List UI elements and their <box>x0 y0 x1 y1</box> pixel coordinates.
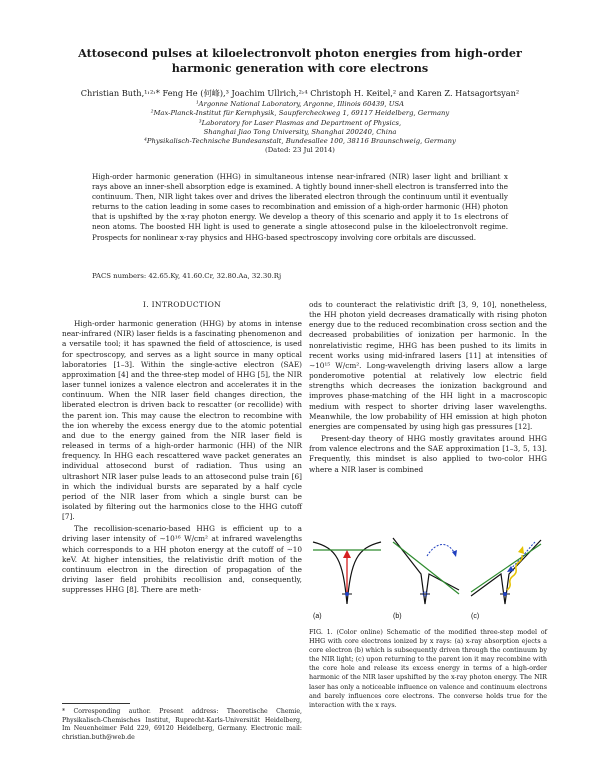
left-column <box>62 300 302 595</box>
pacs-numbers: PACS numbers: 42.65.Ky, 41.60.Cr, 32.80.Aa, 32.30.Rj <box>92 272 282 280</box>
affiliation-line: ⁴Physikalisch-Technische Bundesanstalt, Bundesallee 100, 38116 Braunschweig, Germany <box>144 137 456 146</box>
core-electron-dot <box>345 592 349 596</box>
laser-field-line <box>471 544 541 592</box>
affiliation-line: ³Laboratory for Laser Plasmas and Department of Physics, <box>198 118 402 127</box>
panel-a <box>313 542 381 620</box>
emission-arrowhead-icon <box>518 546 524 554</box>
panel-label: (c) <box>471 613 480 620</box>
panel-label: (a) <box>313 613 322 620</box>
figure-caption: FIG. 1. (Color online) Schematic of the modified three-step model of HHG with core electrons ionized by x rays: (a) x-ray absorption ejects a core electron (b) which is subsequently driven through the continuum by the NIR light; (c) upon returning to the parent ion it may recombine with the core hole and release its excess energy in terms of a high-order harmonic of the NIR laser upshifted by the x-ray photon energy. The NIR laser has only a noticeable influence on valence and continuum electrons and barely influences core electrons. The converse holds true for the interaction with the x rays. <box>309 628 547 709</box>
right-column <box>309 300 547 475</box>
footnote: * Corresponding author. Present address: Theoretische Chemie, Physikalisch-Chemisches Institut, Ruprecht-Karls-Universität Heidelberg, Im Neuenheimer Feld 229, 69120 Heidelberg, Germany. Electronic mail: christian.buth@web.de <box>62 708 302 742</box>
harmonic-emission-wave <box>507 555 522 590</box>
footnote-divider <box>62 703 130 704</box>
body-paragraph: The recollision-scenario-based HHG is efficient up to a driving laser intensity of ∼10¹⁶ W/cm² at infrared wavelengths which corresponds to a HH photon energy at the cutoff of ∼10 keV. At higher intensities, the relativistic drift motion of the continuum electron in the direction of propagation of the driving laser field prohibits recollision and, consequently, suppresses HHG [8]. There are meth- <box>62 524 302 595</box>
abstract: High-order harmonic generation (HHG) in simultaneous intense near-infrared (NIR) laser light and brilliant x rays above an inner-shell absorption edge is examined. A tightly bound inner-shell electron is transferred into the continuum. Then, NIR light takes over and drives the liberated electron through the continuum until it eventually returns to the cation leading in some cases to recombination and emission of a high-order harmonic (HH) photon that is upshifted by the x-ray photon energy. We develop a theory of this scenario and apply it to 1s electrons of neon atoms. The boosted HH light is used to generate a single attosecond pulse in the kiloelectronvolt regime. Prospects for nonlinear x-ray physics and HHG-based spectroscopy involving core orbitals are discussed. <box>92 172 508 242</box>
electron-trajectory <box>427 545 455 557</box>
panel-c <box>471 540 541 620</box>
affiliation-line: Shanghai Jiao Tong University, Shanghai 200240, China <box>203 127 397 136</box>
xray-arrowhead-icon <box>343 550 351 558</box>
body-paragraph: High-order harmonic generation (HHG) by atoms in intense near-infrared (NIR) laser fields is a fascinating phenomenon and a versatile tool; it has spawned the field of attoscience, is used for spectroscopy, and serves as a light source in many optical laboratories [1–3]. Within the single-active electron (SAE) approximation [4] and the three-step model of HHG [5], the NIR laser tunnel ionizes a valence electron and accelerates it in the continuum. When the NIR laser field changes direction, the liberated electron is driven back to rescatter (or recollide) with the parent ion. This may cause the electron to recombine with the ion whereby the excess energy due to the atomic potential and due to the energy gained from the NIR laser field is released in terms of a high-order harmonic (HH) of the NIR frequency. In HHG each rescattered wave packet generates an individual attosecond burst of radiation. Thus using an ultrashort NIR laser pulse leads to an attosecond pulse train [6] in which the individual bursts are separated by a half cycle period of the NIR laser from which a single burst can be isolated by filtering out the harmonics close to the HHG cutoff [7]. <box>62 319 302 522</box>
body-paragraph: Present-day theory of HHG mostly gravitates around HHG from valence electrons and the SAE approximation [1–3, 5, 13]. Frequently, this mindset is also applied to two-color HHG where a NIR laser is combined <box>309 434 547 474</box>
figure-1 <box>309 530 547 622</box>
recombining-electron-dot <box>503 592 507 596</box>
paper-title: Attosecond pulses at kiloelectronvolt photon energies from high-order harmonic generation with core electrons <box>78 46 522 75</box>
body-paragraph: ods to counteract the relativistic drift [3, 9, 10], nonetheless, the HH photon yield decreases dramatically with rising photon energy due to the reduced recombination cross section and the decreased probabilities of ionization per harmonic. In the nonrelativistic regime, HHG has been pushed to its limits in recent works using mid-infrared lasers [11] at intensities of ∼10¹⁵ W/cm². Long-wavelength driving lasers allow a large ponderomotive potential at relatively low electric field strengths which decreases the ionization background and improves phase-matching of the HH light in a macroscopic medium with respect to shorter driving laser wavelengths. Meanwhile, the low probability of HH emission at high photon energies are compensated by using high gas pressures [12]. <box>309 300 547 431</box>
affiliation-line: ¹Argonne National Laboratory, Argonne, Illinois 60439, USA <box>195 100 405 108</box>
section-heading: I. INTRODUCTION <box>142 300 222 309</box>
affiliation-block <box>60 100 540 156</box>
affiliation-line: ²Max-Planck-Institut für Kernphysik, Saupfercheckweg 1, 69117 Heidelberg, Germany <box>150 109 450 118</box>
author-list: Christian Buth,¹˒²˒* Feng He (何峰),³ Joachim Ullrich,²˒⁴ Christoph H. Keitel,² and Karen Z. Hatsagortsyan² <box>80 88 520 98</box>
panel-b <box>393 538 459 620</box>
laser-field-line <box>393 542 459 594</box>
figure-1-schematic <box>309 530 547 622</box>
panel-label: (b) <box>393 613 402 620</box>
date-line: (Dated: 23 Jul 2014) <box>265 146 335 155</box>
